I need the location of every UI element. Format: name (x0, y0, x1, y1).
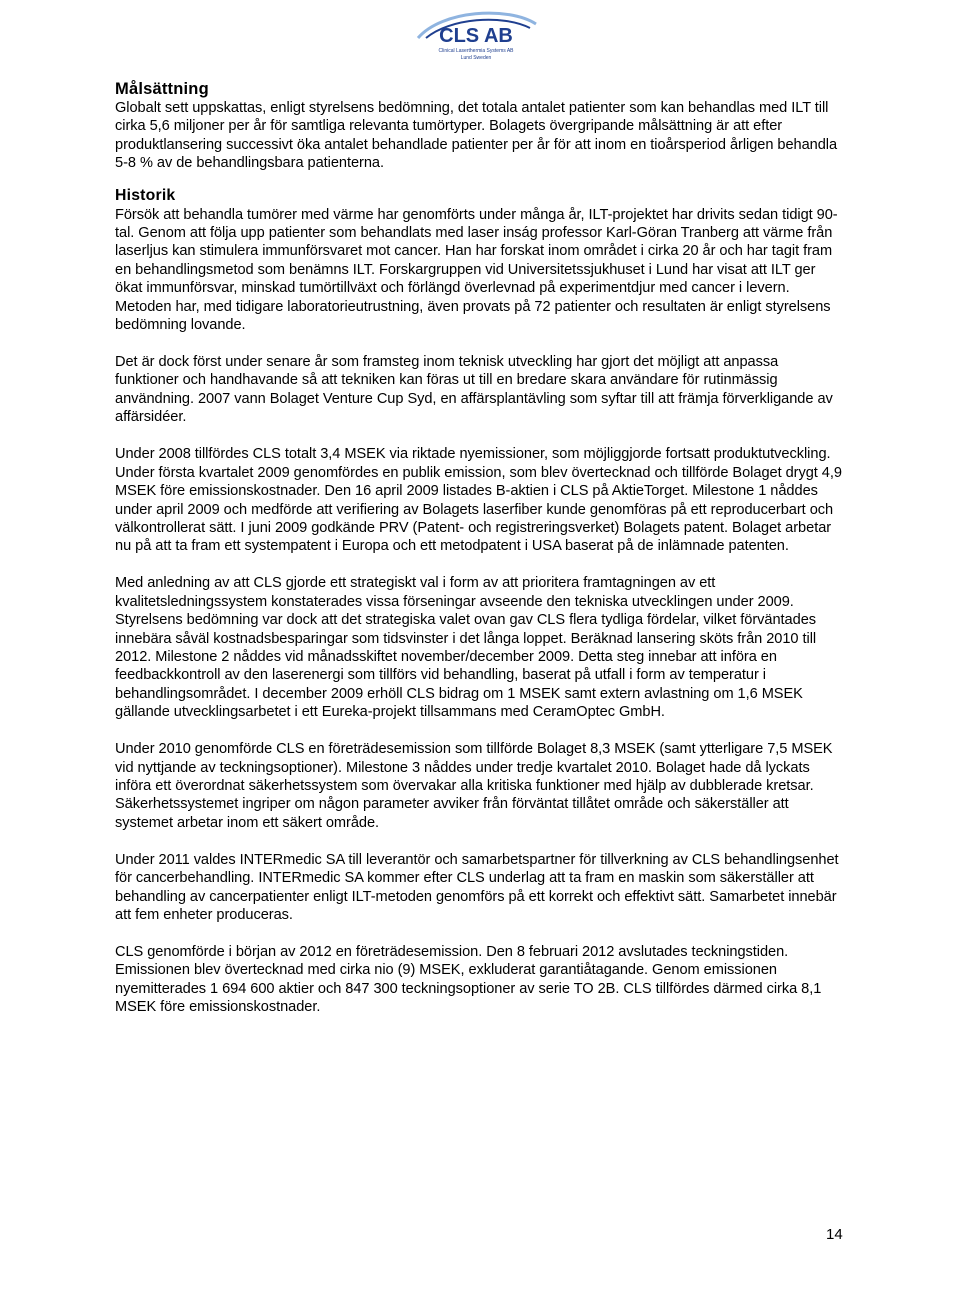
company-logo (412, 4, 540, 66)
cls-logo-graphic (412, 4, 540, 66)
section-title-historik: Historik (115, 186, 176, 204)
historik-paragraph-3: Under 2008 tillfördes CLS totalt 3,4 MSEK via riktade nyemissioner, som möjliggjorde fortsatt produktutveckling. Under första kvartalet 2009 genomfördes en publik emission, som blev övertecknad och tillförde Bolaget drygt 4,9 MSEK före emissionskostnader. Den 16 april 2009 listades B-aktien i CLS på AktieTorget. Milestone 1 nåddes under april 2009 och medförde att verifiering av Bolagets laserfiber kunde genomföras på ett reproducerbart och välkontrollerat sätt. I juni 2009 godkände PRV (Patent- och registreringsverket) Bolagets patent. Bolaget arbetar nu på att ta fram ett systempatent i Europa och ett metodpatent i USA baserat på de inlämnade patenten. (115, 446, 842, 555)
logo-text: CLS AB (439, 25, 513, 47)
historik-paragraph-1: Försök att behandla tumörer med värme har genomförts under många år, ILT-projektet har drivits sedan tidigt 90-tal. Genom att följa upp patienter som behandlats med laser inság professor Karl-Göran Tranberg att värme från laserljus kan stimulera immunförsvaret mot cancer. Han har forskat inom området i cirka 20 år och har tagit fram en behandlingsmetod som benämns ILT. Forskargruppen vid Universitetssjukhuset i Lund har visat att ILT ger ökat immunförsvar, minskad tumörtillväxt och förlängd överlevnad på experimentdjur med cancer i levern. Metoden har, med tidigare laboratorieutrustning, även provats på 72 patienter och resultaten är enligt styrelsens bedömning lovande. (115, 206, 838, 334)
logo-subtitle-2: Lund Sweden (460, 55, 492, 61)
document-body (115, 79, 845, 1017)
historik-paragraph-7: CLS genomförde i början av 2012 en företrädesemission. Den 8 februari 2012 avslutades teckningstiden. Emissionen blev övertecknad med cirka nio (9) MSEK, exkluderat garantiåtagande. Genom emissionen nyemitterades 1 694 600 aktier och 847 300 teckningsoptioner av serie TO 2B. CLS tillfördes därmed cirka 8,1 MSEK före emissionskostnader. (115, 944, 822, 1016)
section-title-malsattning: Målsättning (115, 80, 209, 98)
historik-paragraph-5: Under 2010 genomförde CLS en företrädesemission som tillförde Bolaget 8,3 MSEK (samt ytterligare 7,5 MSEK vid nyttjande av teckningsoptioner). Milestone 3 nåddes under tredje kvartalet 2010. Bolaget hade då lyckats införa ett överordnat säkerhetssystem som övervakar alla kritiska funktioner med hjälp av dubblerade kretsar. Säkerhetssystemet ingriper om någon parameter avviker från förväntat tillåtet område och säkerställer att systemet arbetar inom ett säkert område. (115, 741, 833, 831)
historik-paragraph-2: Det är dock först under senare år som framsteg inom teknisk utveckling har gjort det möjligt att anpassa funktioner och handhavande så att tekniken kan föras ut till en bredare skara användare för rutinmässig användning. 2007 vann Bolaget Venture Cup Syd, en affärsplantävling som syftar till att främja förverkligande av affärsidéer. (115, 354, 833, 426)
malsattning-paragraph: Globalt sett uppskattas, enligt styrelsens bedömning, det totala antalet patienter som kan behandlas med ILT till cirka 5,6 miljoner per år för samtliga relevanta tumörtyper. Bolagets övergripande målsättning är att efter produktlansering successivt öka antalet behandlade patienter per år för att inom en tioårsperiod årligen behandla 5-8 % av de behandlingsbara patienterna. (115, 100, 838, 172)
historik-paragraph-6: Under 2011 valdes INTERmedic SA till leverantör och samarbetspartner för tillverkning av CLS behandlingsenhet för cancerbehandling. INTERmedic SA kommer efter CLS underlag att ta fram en maskin som säkerställer att behandling av cancerpatienter enligt ILT-metoden genomförs på ett korrekt och effektivt sätt. Samarbetet innebär att fem enheter produceras. (115, 851, 839, 923)
page-number: 14 (826, 1226, 843, 1243)
historik-paragraph-4: Med anledning av att CLS gjorde ett strategiskt val i form av att prioritera framtagningen av ett kvalitetsledningssystem konstaterades vissa förseningar avseende den tekniska utvecklingen under 2009. Styrelsens bedömning var dock att det strategiska valet ovan gav CLS flera tydliga fördelar, vilket förväntades innebära såväl kostnadsbesparingar som tidsvinster i det långa loppet. Beräknad lansering sköts från 2010 till 2012. Milestone 2 nåddes vid månadsskiftet november/december 2009. Detta steg innebar att införa en feedbackkontroll av den laserenergi som tillförs vid behandling, baserat på utfall i form av temperatur i behandlingsområdet. I december 2009 erhöll CLS bidrag om 1 MSEK samt extern avlastning om 1,6 MSEK gällande utvecklingsarbetet i ett Eureka-projekt tillsammans med CeramOptec GmbH. (115, 575, 817, 721)
logo-subtitle-1: Clinical Laserthermia Systems AB (438, 48, 514, 54)
